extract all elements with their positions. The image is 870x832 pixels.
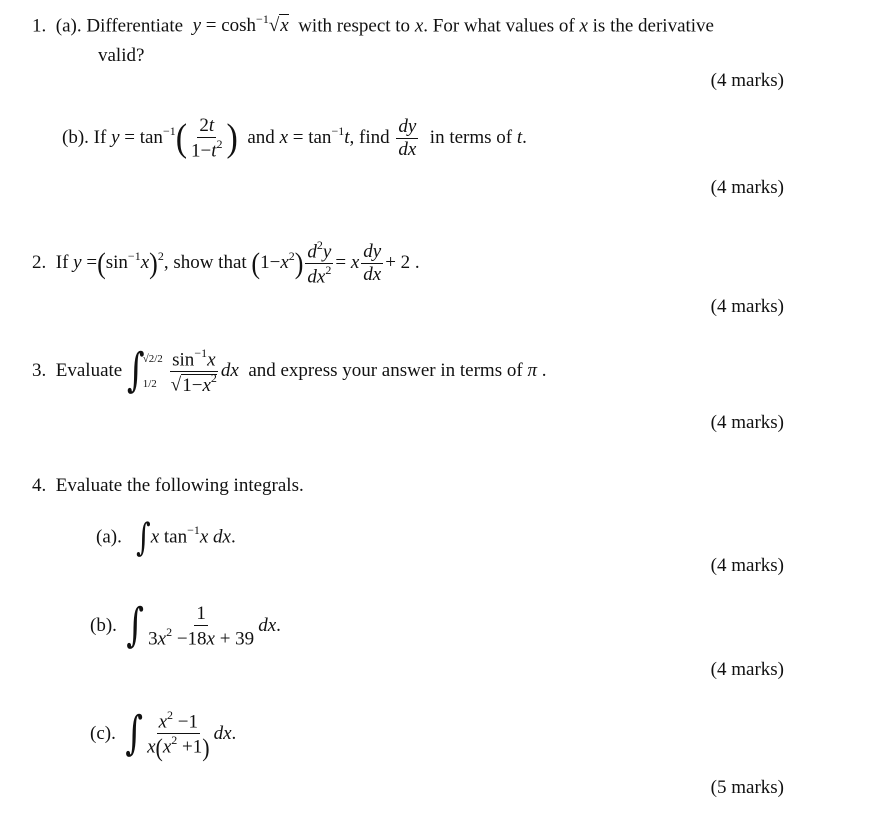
q1b-marks: (4 marks) bbox=[710, 177, 784, 198]
q4b-line: (b). ∫ $\frac{1}{3x^2 -18x + 39}$ dx. bbox=[90, 598, 281, 653]
q1a-text: Differentiate bbox=[86, 15, 184, 37]
q3-number: 3. bbox=[32, 360, 47, 382]
q1b-label: (b). bbox=[62, 126, 89, 148]
q4a-marks: (4 marks) bbox=[710, 555, 784, 576]
q1b-and: and bbox=[247, 126, 275, 148]
q1b-find: , find bbox=[349, 126, 390, 148]
q4a-line: (a). ∫x $\tan^{-1}x$ dx. bbox=[96, 515, 236, 560]
q1-number: 1. bbox=[32, 15, 47, 37]
q2-marks: (4 marks) bbox=[710, 296, 784, 317]
q2-show: , show that bbox=[163, 252, 247, 274]
q1-line: 1. (a). Differentiate $y = \cosh^{-1}√x$ with respect to x. For what values of x is the derivative bbox=[32, 12, 714, 37]
q4c-line: (c). ∫ $\frac{x^2 -1}{x(x^2 +1)}$ dx. bbox=[90, 706, 237, 763]
q4b-label: (b). bbox=[90, 614, 117, 636]
q1a-continuation: valid? bbox=[98, 45, 145, 66]
q2-number: 2. bbox=[32, 252, 47, 274]
q1a-label: (a). bbox=[55, 15, 82, 37]
q1a-text-after3: is the derivative bbox=[592, 15, 714, 37]
q4-number: 4. bbox=[32, 475, 47, 496]
q3-line: 3. Evaluate ∫ √2/2 1/2 $\frac{\sin^{-1}x}{√1-x^2}$ dx and express your answer in terms of π . bbox=[32, 344, 547, 399]
q1a-expr: $y = \cosh^{-1}√x$ bbox=[192, 12, 289, 37]
q4-heading: Evaluate the following integrals. bbox=[55, 475, 304, 496]
q1b-if: If bbox=[93, 126, 107, 148]
q4b-marks: (4 marks) bbox=[710, 659, 784, 680]
q1b-in-terms: in terms of bbox=[429, 126, 513, 148]
q3-marks: (4 marks) bbox=[710, 412, 784, 433]
q1a-text-after2: . For what values of bbox=[423, 15, 575, 37]
q3-express: and express your answer in terms of bbox=[248, 360, 523, 382]
q3-evaluate: Evaluate bbox=[55, 360, 123, 382]
q4a-label: (a). bbox=[96, 526, 122, 548]
q3-limits: √2/2 1/2 bbox=[142, 352, 163, 390]
q4c-label: (c). bbox=[90, 722, 116, 744]
q1b-line: (b). If $y = \tan^{-1}$( $\frac{2t}{1-t^2}$ ) and $x = \tan^{-1}t$, find $\frac{dy}{dx}$ in terms of t. bbox=[62, 115, 527, 162]
q4c-marks: (5 marks) bbox=[710, 777, 784, 798]
q2-if: If bbox=[55, 252, 69, 274]
q1a-text-after: with respect to bbox=[298, 15, 411, 37]
q4-heading-line bbox=[32, 475, 304, 497]
q1a-marks: (4 marks) bbox=[710, 70, 784, 91]
q2-line: 2. If $y =(\sin^{-1}x)^2$, show that $(1-x^2)$ $\frac{d^2y}{dx^2}$ = x $\frac{dy}{dx}$ + 2 . bbox=[32, 238, 420, 288]
q1b-fraction: $\frac{2t}{1-t^2}$ bbox=[191, 115, 223, 162]
